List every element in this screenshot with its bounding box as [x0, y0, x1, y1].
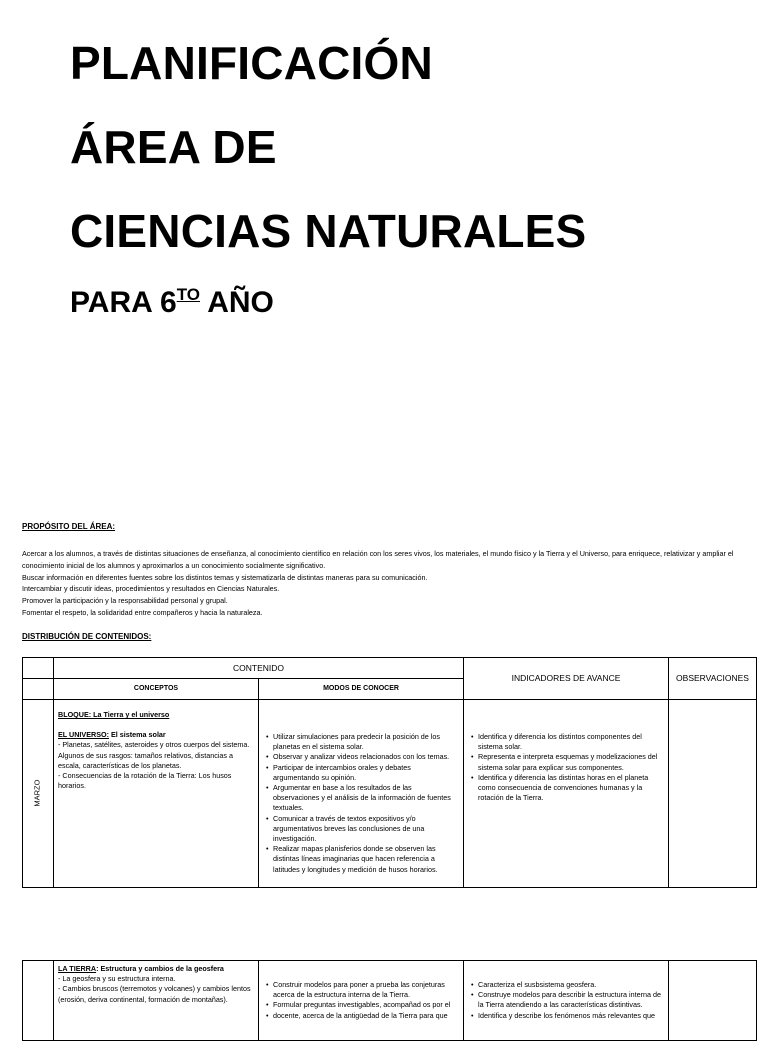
indicador-item: • Identifica y describe los fenómenos más relevantes que [478, 1011, 664, 1021]
subtitle-suffix: AÑO [200, 286, 274, 319]
indicador-item: • Identifica y diferencia las distintas horas en el planeta como consecuencia de convenciones humanas y la rotación de la Tierra. [478, 773, 664, 804]
indicadores-cell [464, 961, 669, 1041]
sub-label-underlined: EL UNIVERSO: [58, 730, 109, 740]
indicador-item: • Representa e interpreta esquemas y modelizaciones del sistema solar para explicar sus componentes. [478, 752, 664, 772]
modos-item: • Realizar mapas planisferios donde se observen las distintas líneas imaginarias que hacen referencia a latitudes y longitudes y medición de husos horarios. [273, 844, 459, 875]
observaciones-cell [669, 961, 757, 1041]
modos-item: • Observar y analizar videos relacionados con los temas. [273, 752, 459, 762]
title-line-2: ÁREA DE [70, 121, 277, 173]
indicador-item: • Identifica y diferencia los distintos componentes del sistema solar. [478, 732, 664, 752]
subtitle-superscript: TO [176, 285, 200, 304]
modos-list [263, 980, 459, 1021]
table-corner-cell [23, 679, 54, 700]
sub-label-underlined: LA TIERRA [58, 964, 97, 973]
header-conceptos: CONCEPTOS [54, 679, 259, 700]
observaciones-cell [669, 700, 757, 888]
modos-item: • Construir modelos para poner a prueba las conjeturas acerca de la estructura interna de la Tierra. [273, 980, 459, 1000]
modos-item: • docente, acerca de la antigüedad de la Tierra para que [273, 1011, 459, 1021]
subtitle-grade [70, 286, 274, 318]
modos-list [263, 732, 459, 875]
purpose-text [22, 548, 748, 619]
indicadores-list [468, 980, 664, 1021]
purpose-paragraph: Fomentar el respeto, la solidaridad entre compañeros y hacia la naturaleza. [22, 607, 263, 617]
indicadores-cell [464, 700, 669, 888]
month-cell [23, 700, 54, 888]
subtitle-prefix: PARA 6 [70, 286, 177, 319]
concepts-cell [54, 961, 259, 1041]
header-modos: MODOS DE CONOCER [259, 679, 464, 700]
title-line-3: CIENCIAS NATURALES [70, 205, 587, 257]
purpose-paragraph: Intercambiar y discutir ideas, procedimientos y resultados en Ciencias Naturales. [22, 584, 280, 594]
concept-item: - La geosfera y su estructura interna. [58, 974, 176, 984]
table-corner-cell [23, 658, 54, 679]
block-label: BLOQUE: La Tierra y el universo [58, 710, 170, 719]
indicadores-list [468, 732, 664, 803]
sub-label [58, 730, 254, 740]
modos-item: • Utilizar simulaciones para predecir la posición de los planetas en el sistema solar. [273, 732, 459, 752]
month-label: MARZO [32, 779, 42, 808]
month-cell [23, 961, 54, 1041]
header-indicadores: INDICADORES DE AVANCE [464, 658, 669, 700]
content-table-1 [22, 657, 757, 888]
modos-item: • Argumentar en base a los resultados de las observaciones y el análisis de la información de fuentes textuales. [273, 783, 459, 814]
distribution-heading: DISTRIBUCIÓN DE CONTENIDOS: [22, 632, 152, 641]
header-observaciones: OBSERVACIONES [669, 658, 757, 700]
title-line-1: PLANIFICACIÓN [70, 37, 433, 89]
purpose-paragraph: Buscar información en diferentes fuentes sobre los distintos temas y sistematizarla de distintas maneras para su comunicación. [22, 572, 428, 582]
header-contenido: CONTENIDO [54, 658, 464, 679]
modos-cell [259, 961, 464, 1041]
concepts-cell [54, 700, 259, 888]
indicador-item: • Construye modelos para describir la estructura interna de la Tierra atendiendo a las características distintivas. [478, 990, 664, 1010]
sub-label [58, 964, 254, 974]
modos-item: • Comunicar a través de textos expositivos y/o argumentativos breves las conclusiones de una investigación. [273, 814, 459, 845]
modos-cell [259, 700, 464, 888]
content-table-2 [22, 960, 757, 1041]
concept-item: - Planetas, satélites, asteroides y otros cuerpos del sistema. Algunos de sus rasgos: tamaños relativos, distancias a escala, características de los planetas. [58, 740, 250, 770]
purpose-heading: PROPÓSITO DEL ÁREA: [22, 522, 116, 531]
modos-item: • Participar de intercambios orales y debates argumentando su opinión. [273, 763, 459, 783]
sub-label-rest: El sistema solar [109, 730, 166, 740]
purpose-paragraph: Acercar a los alumnos, a través de distintas situaciones de enseñanza, al conocimiento científico en relación con los seres vivos, los materiales, el mundo físico y la Tierra y el Universo, para enriquece, relativizar y ampliar el conocimiento inicial de los alumnos y aproximarlos a un conocimiento socialmente significativo. [22, 549, 734, 570]
concept-item: - Consecuencias de la rotación de la Tierra: Los husos horarios. [58, 771, 232, 791]
sub-label-rest: : Estructura y cambios de la geosfera [96, 964, 224, 973]
indicador-item: • Caracteriza el susbsistema geosfera. [478, 980, 664, 990]
purpose-paragraph: Promover la participación y la responsabilidad personal y grupal. [22, 596, 228, 606]
concept-item: - Cambios bruscos (terremotos y volcanes) y cambios lentos (erosión, deriva continental, formación de montañas). [58, 984, 251, 1004]
modos-item: • Formular preguntas investigables, acompañad os por el [273, 1000, 459, 1010]
